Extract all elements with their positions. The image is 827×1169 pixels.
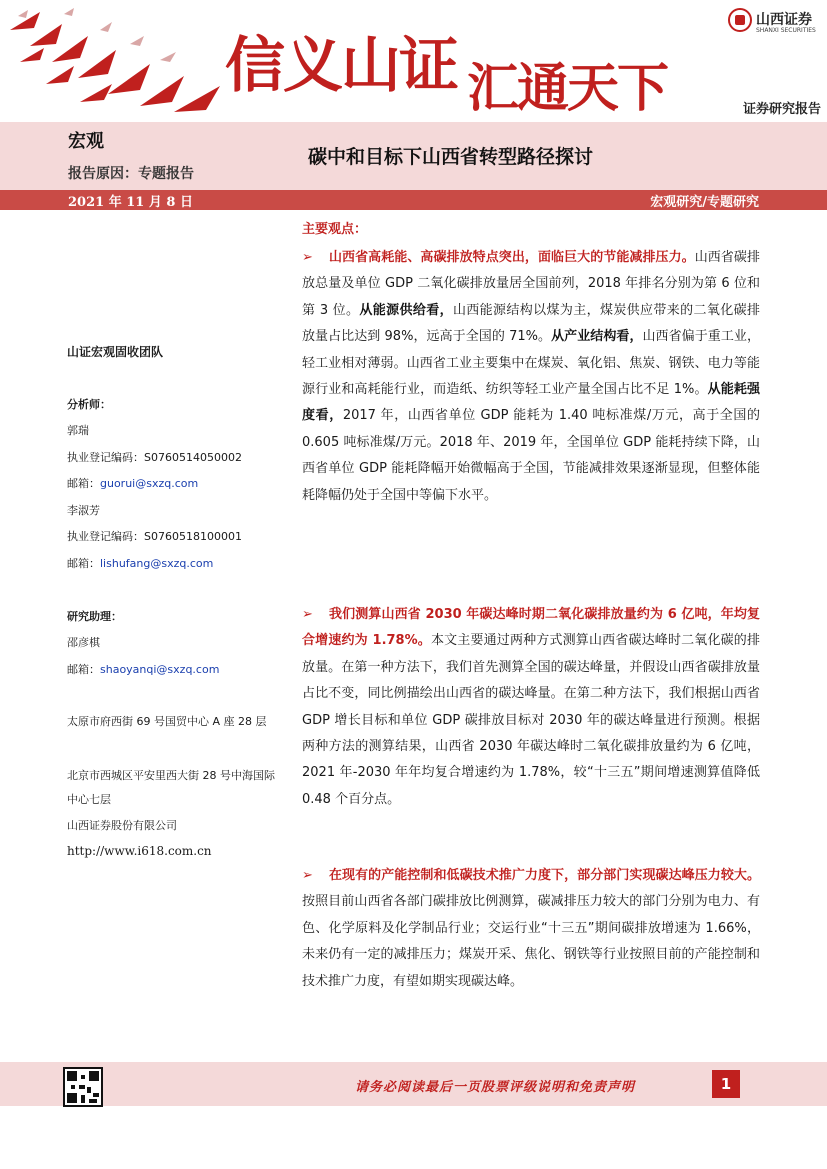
qr-code-icon (63, 1067, 103, 1107)
address-taiyuan: 太原市府西街 69 号国贸中心 A 座 28 层 (67, 715, 267, 728)
report-title: 碳中和目标下山西省转型路径探讨 (308, 146, 594, 168)
point2-highlight: 我们测算山西省 2030 年碳达峰时期二氧化碳排放量约为 6 亿吨，年均复合增速约为 1.78%。 (302, 607, 760, 649)
company-logo (728, 8, 824, 36)
assistant-name: 邵彦棋 (67, 636, 100, 649)
address-beijing: 北京市西城区平安里西大街 28 号中海国际中心七层 (67, 769, 275, 806)
website-link[interactable]: http://www.i618.com.cn (67, 844, 212, 858)
key-points-heading: 主要观点： (302, 222, 368, 237)
analyst-label: 分析师： (67, 398, 111, 411)
license-number: S0760518100001 (144, 530, 242, 543)
logo-mark-icon (728, 8, 752, 32)
assistant-email (67, 661, 219, 677)
report-kind: 证券研究报告 (742, 102, 821, 117)
section-label: 宏观 (68, 131, 104, 152)
analyst-license (67, 449, 242, 465)
report-date: 2021 年 11 月 8 日 (68, 195, 193, 210)
assistant-label: 研究助理： (67, 610, 122, 623)
point1-bold-a: 从能源供给看， (359, 302, 453, 318)
email-label: 邮箱： (67, 663, 100, 676)
page-number: 1 (712, 1070, 740, 1098)
license-label: 执业登记编码： (67, 530, 144, 543)
team-name: 山证宏观固收团队 (67, 345, 164, 359)
analyst-name: 郭瑞 (67, 424, 89, 437)
email-label: 邮箱： (67, 557, 100, 570)
key-point-3 (302, 863, 760, 995)
point1-highlight: 山西省高耗能、高碳排放特点突出，面临巨大的节能减排压力。 (328, 250, 695, 265)
logo-en: SHANXI SECURITIES (756, 27, 816, 34)
analyst-license (67, 528, 242, 544)
point2-text: 本文主要通过两种方式测算山西省碳达峰时二氧化碳的排放量。在第一种方法下，我们首先测算全国的碳达峰量，并假设山西省碳排放量占比不变，同比例描绘出山西省的碳达峰量。在第二种方法下，我们根据山西省 GDP 增长目标和单位 GDP 碳排放目标对 2030 年的碳达峰量进行预测。根据两种方法的测算结果，山西省 2030 年碳达峰时二氧化碳排放量约为 6 亿吨，2021 年-2030 年年均复合增速约为 1.78%，较“十三五”期间增速测算值降低 0.48 个百分点。 (302, 633, 760, 807)
company-name: 山西证券股份有限公司 (67, 819, 177, 832)
email-label: 邮箱： (67, 477, 100, 490)
disclaimer-text: 请务必阅读最后一页股票评级说明和免责声明 (355, 1080, 636, 1095)
license-number: S0760514050002 (144, 451, 242, 464)
report-category: 宏观研究/专题研究 (650, 195, 759, 210)
point3-text: 按照目前山西省各部门碳排放比例测算，碳减排压力较大的部门分别为电力、有色、化学原料及化学制品行业；交运行业“十三五”期间碳排放增速为 1.66%，未来仍有一定的减排压力；煤炭开采、焦化、钢铁等行业按照目前的产能控制和技术推广力度，有望如期实现碳达峰。 (302, 894, 760, 989)
email-link[interactable]: lishufang@sxzq.com (100, 557, 214, 570)
logo-cn: 山西证券 (756, 12, 812, 28)
analyst-email (67, 555, 213, 571)
point1-bold-c: 从能耗强度看， (302, 382, 760, 424)
analyst-email (67, 475, 198, 491)
point1-bold-b: 从产业结构看， (551, 329, 643, 345)
point1-text-c: 山西省偏于重工业，轻工业相对薄弱。山西省工业主要集中在煤炭、氧化铝、焦炭、钢铁、电力等能源行业和高耗能行业，而造纸、纺织等轻工业产量全国占比不足 1%。 (302, 329, 760, 398)
bullet-arrow-icon: ➢ (302, 868, 313, 883)
bullet-arrow-icon: ➢ (302, 250, 313, 265)
bullet-arrow-icon: ➢ (302, 607, 313, 622)
email-link[interactable]: guorui@sxzq.com (100, 477, 199, 490)
point1-text-d: 2017 年，山西省单位 GDP 能耗为 1.40 吨标准煤/万元，高于全国的 0.605 吨标准煤/万元。2018 年、2019 年，全国单位 GDP 能耗持续下降，山西省单位 GDP 能耗降幅开始微幅高于全国，节能减排效果逐渐显现，但整体能耗降幅仍处于全国中等偏下水平。 (302, 408, 760, 503)
email-link[interactable]: shaoyanqi@sxzq.com (100, 663, 220, 676)
point1-text-b: 山西能源结构以煤为主，煤炭供应带来的二氧化碳排放量占比达到 98%，远高于全国的 71%。 (302, 302, 760, 345)
analyst-name: 李淑芳 (67, 504, 100, 517)
point1-text-a: 山西省碳排放总量及单位 GDP 二氧化碳排放量居全国前列，2018 年排名分别为第 6 位和第 3 位。 (302, 250, 760, 318)
slogan-part2: 汇通天下 (467, 58, 668, 119)
license-label: 执业登记编码： (67, 451, 144, 464)
swoosh-decoration-icon (0, 0, 240, 120)
key-point-2 (302, 602, 760, 813)
report-reason: 报告原因：专题报告 (68, 166, 194, 182)
key-point-1 (302, 245, 760, 509)
point3-highlight: 在现有的产能控制和低碳技术推广力度下，部分部门实现碳达峰压力较大。 (328, 868, 760, 883)
slogan-part1: 信义山证 (225, 31, 457, 101)
